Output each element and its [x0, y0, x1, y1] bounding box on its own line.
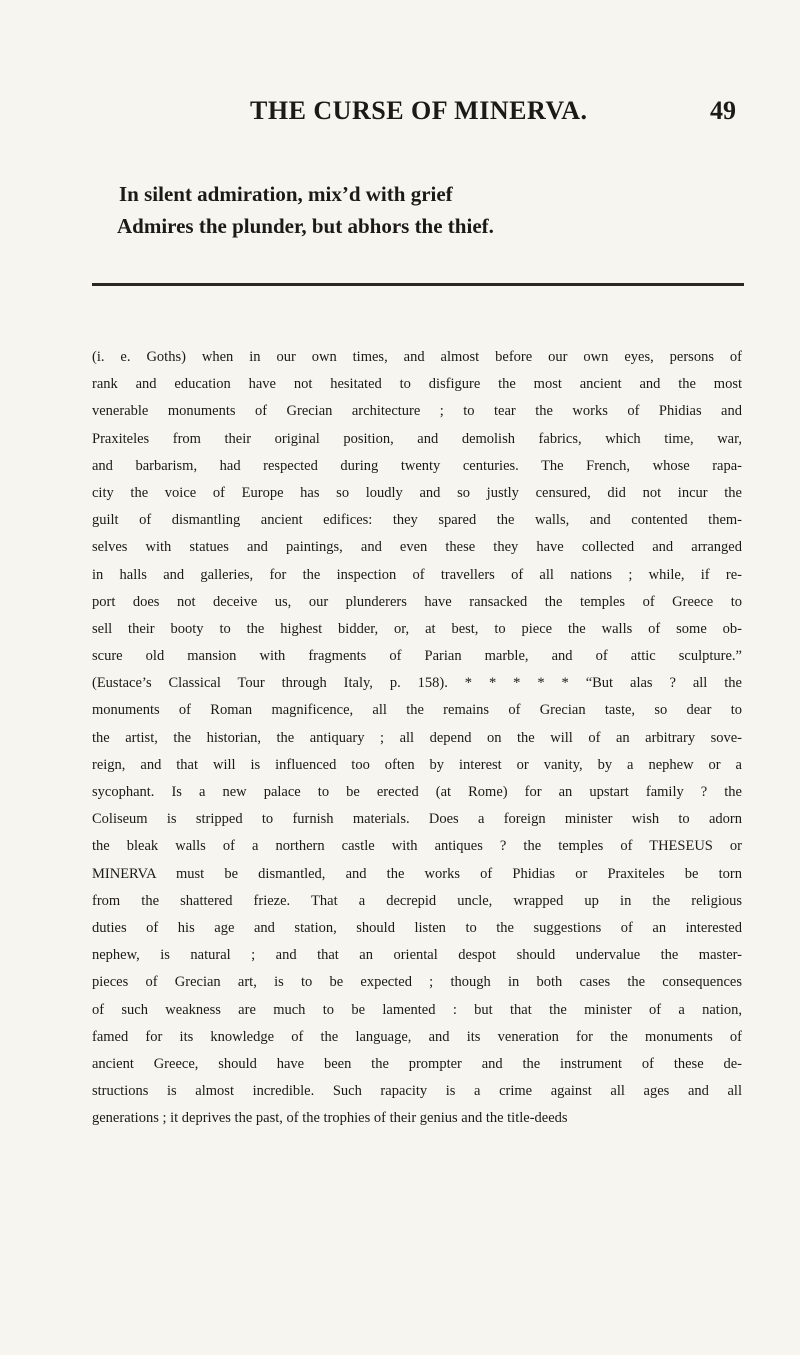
running-title: THE CURSE OF MINERVA. — [250, 96, 588, 125]
note-line: ancient Greece, should have been the prompter and the instrument of these de- — [92, 1055, 742, 1072]
note-line: rank and education have not hesitated to disfigure the most ancient and the most — [92, 376, 742, 393]
note-line: duties of his age and station, should listen to the suggestions of an interested — [92, 919, 742, 936]
verse-line: In silent admiration, mix’d with grief — [119, 182, 453, 206]
running-head — [0, 96, 800, 132]
note-line: venerable monuments of Grecian architecture ; to tear the works of Phidias and — [92, 403, 742, 420]
footnote-text — [92, 344, 742, 1132]
note-line: sell their booty to the highest bidder, or, at best, to piece the walls of some ob- — [92, 620, 742, 637]
note-line: in halls and galleries, for the inspection of travellers of all nations ; while, if re- — [92, 566, 742, 583]
verse-couplet — [117, 178, 737, 242]
footnote-rule — [92, 283, 744, 286]
note-line: (Eustace’s Classical Tour through Italy, p. 158). * * * * * “But alas ? all the — [92, 675, 742, 692]
note-line: structions is almost incredible. Such rapacity is a crime against all ages and all — [92, 1083, 742, 1100]
note-line: city the voice of Europe has so loudly and so justly censured, did not incur the — [92, 484, 742, 501]
note-line: monuments of Roman magnificence, all the remains of Grecian taste, so dear to — [92, 702, 742, 719]
note-line: reign, and that will is influenced too often by interest or vanity, by a nephew or a — [92, 756, 742, 773]
note-line: the bleak walls of a northern castle with antiques ? the temples of THESEUS or — [92, 838, 742, 855]
note-line: the artist, the historian, the antiquary ; all depend on the will of an arbitrary sove- — [92, 729, 742, 746]
note-line: of such weakness are much to be lamented : but that the minister of a nation, — [92, 1001, 742, 1018]
note-line: nephew, is natural ; and that an oriental despot should undervalue the master- — [92, 947, 742, 964]
note-line: generations ; it deprives the past, of the trophies of their genius and the title-deeds — [92, 1110, 568, 1127]
note-line: selves with statues and paintings, and even these they have collected and arranged — [92, 539, 742, 556]
page-number: 49 — [710, 96, 736, 125]
note-line: Praxiteles from their original position, and demolish fabrics, which time, war, — [92, 430, 742, 447]
verse-line: Admires the plunder, but abhors the thief. — [117, 214, 494, 238]
note-line: guilt of dismantling ancient edifices: they spared the walls, and contented them- — [92, 512, 742, 529]
note-line: pieces of Grecian art, is to be expected ; though in both cases the consequences — [92, 974, 742, 991]
note-line: famed for its knowledge of the language, and its veneration for the monuments of — [92, 1028, 742, 1045]
note-line: and barbarism, had respected during twenty centuries. The French, whose rapa- — [92, 457, 742, 474]
note-line: MINERVA must be dismantled, and the works of Phidias or Praxiteles be torn — [92, 865, 742, 882]
note-line: (i. e. Goths) when in our own times, and almost before our own eyes, persons of — [92, 349, 742, 365]
note-line: scure old mansion with fragments of Parian marble, and of attic sculpture.” — [92, 648, 742, 665]
note-line: Coliseum is stripped to furnish materials. Does a foreign minister wish to adorn — [92, 811, 742, 828]
note-line: port does not deceive us, our plunderers have ransacked the temples of Greece to — [92, 593, 742, 610]
note-line: sycophant. Is a new palace to be erected (at Rome) for an upstart family ? the — [92, 784, 742, 800]
note-line: from the shattered frieze. That a decrepid uncle, wrapped up in the religious — [92, 892, 742, 909]
